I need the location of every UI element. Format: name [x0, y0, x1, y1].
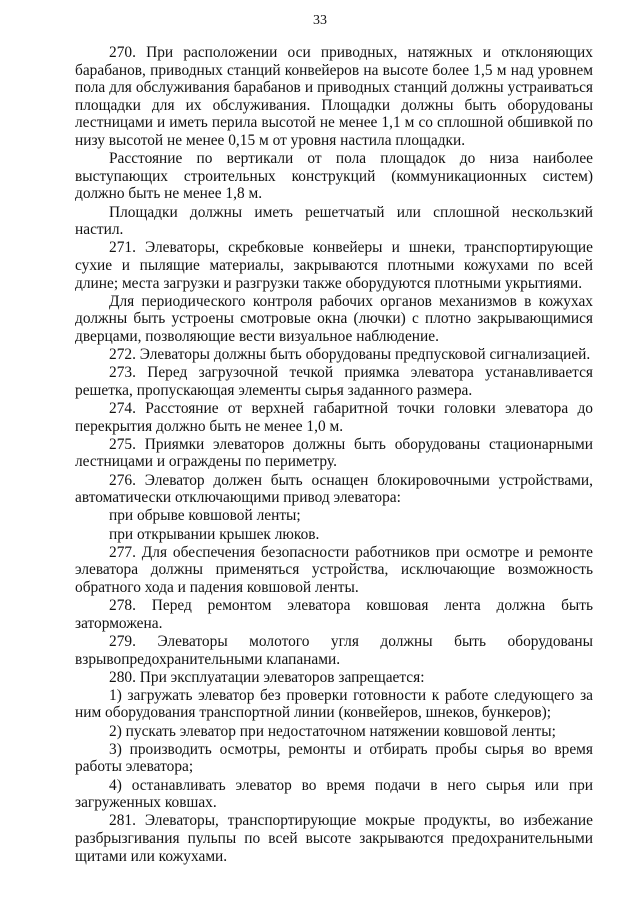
paragraph-280-item-4: 4) останавливать элеватор во время подачи в него сырья или при загруженных ковшах. [75, 776, 593, 812]
paragraph-276-item-2: при открывании крышек люков. [109, 525, 320, 543]
paragraph-276-item-1: при обрыве ковшовой ленты; [109, 507, 301, 525]
paragraph-280: 280. При эксплуатации элеваторов запрещается: [109, 668, 425, 686]
paragraph-274: 274. Расстояние от верхней габаритной точки головки элеватора до перекрытия должно быть не менее 1,0 м. [75, 400, 593, 435]
paragraph-280-item-2: 2) пускать элеватор при недостаточном натяжении ковшовой ленты; [109, 722, 556, 740]
paragraph-275: 275. Приямки элеваторов должны быть оборудованы стационарными лестницами и ограждены по периметру. [75, 435, 593, 471]
paragraph-270-clearance: Расстояние по вертикали от пола площадок до низа наиболее выступающих строительных конструкций (коммуникационных систем) должно быть не менее 1,8 м. [75, 150, 593, 203]
page-number: 33 [313, 13, 327, 28]
paragraph-281: 281. Элеваторы, транспортирующие мокрые продукты, во избежание разбрызгивания пульпы по всей высоте закрываются предохранительными щитами или кожухами. [75, 812, 593, 865]
paragraph-278: 278. Перед ремонтом элеватора ковшовая лента должна быть заторможена. [75, 597, 593, 632]
paragraph-273: 273. Перед загрузочной течкой приямка элеватора устанавливается решетка, пропускающая элементы сырья заданного размера. [75, 364, 593, 399]
paragraph-271-inspection: Для периодического контроля рабочих органов механизмов в кожухах должны быть устроены смотровые окна (лючки) с плотно закрывающимися дверцами, позволяющие вести визуальное наблюдение. [75, 292, 593, 345]
paragraph-280-item-3: 3) производить осмотры, ремонты и отбирать пробы сырья во время работы элеватора; [75, 740, 593, 776]
paragraph-270: 270. При расположении оси приводных, натяжных и отклоняющих барабанов, приводных станций конвейеров на высоте более 1,5 м над уровнем пола для обслуживания барабанов и приводных станций должны устраиваться площадки для их обслуживания. Площадки должны быть оборудованы лестницами и иметь перила высотой не менее 1,1 м со сплошной обшивкой по низу высотой не менее 0,15 м от уровня настила площадки. [75, 44, 593, 149]
document-body [75, 44, 593, 866]
paragraph-271: 271. Элеваторы, скребковые конвейеры и шнеки, транспортирующие сухие и пылящие материалы, закрываются плотными кожухами по всей длине; места загрузки и разгрузки также оборудуются плотными укрытиями. [75, 239, 593, 292]
paragraph-272: 272. Элеваторы должны быть оборудованы предпусковой сигнализацией. [109, 346, 591, 364]
paragraph-276: 276. Элеватор должен быть оснащен блокировочными устройствами, автоматически отключающими привод элеватора: [75, 471, 593, 507]
paragraph-280-item-1: 1) загружать элеватор без проверки готовности к работе следующего за ним оборудования транспортной линии (конвейеров, шнеков, бункеров); [75, 686, 593, 722]
paragraph-277: 277. Для обеспечения безопасности работников при осмотре и ремонте элеватора должны применяться устройства, исключающие возможность обратного хода и падения ковшовой ленты. [75, 543, 593, 596]
paragraph-270-flooring: Площадки должны иметь решетчатый или сплошной нескользкий настил. [75, 203, 593, 239]
paragraph-279: 279. Элеваторы молотого угля должны быть оборудованы взрывопредохранительными клапанами. [75, 632, 593, 668]
